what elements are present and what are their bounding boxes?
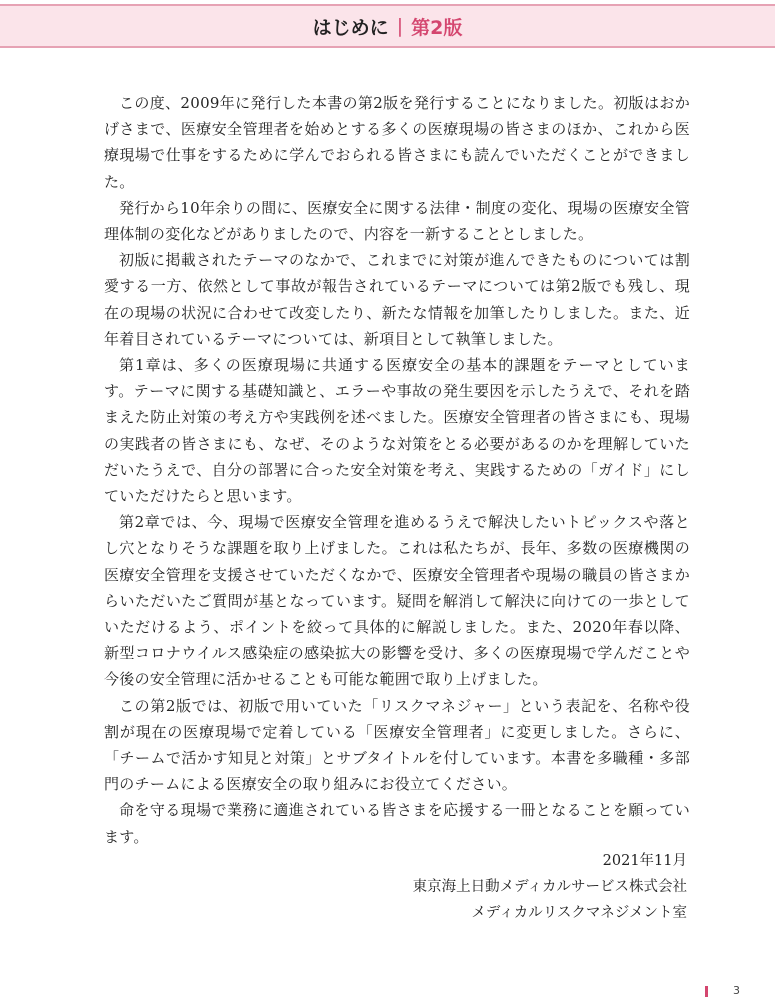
signature-company: 東京海上日動メディカルサービス株式会社 bbox=[412, 879, 687, 895]
paragraph: 第2章では、今、現場で医療安全管理を進めるうえで解決したいトピックスや落とし穴となりそうな課題を取り上げました。これは私たちが、長年、多数の医療機関の医療安全管理を支援させていただくなかで、医療安全管理者や現場の職員の皆さまからいただいたご質問が基となっています。疑問を解消して解決に向けての一歩としていただけるよう、ポイントを絞って具体的に解説しました。また、2020年春以降、新型コロナウイルス感染症の感染拡大の影響を受け、多くの医療現場で学んだことや今後の安全管理に活かせることも可能な範囲で取り上げました。 bbox=[104, 513, 690, 689]
signature-department: メディカルリスクマネジメント室 bbox=[471, 905, 687, 921]
body-text bbox=[104, 90, 690, 850]
paragraph: 命を守る現場で業務に適進されている皆さまを応援する一冊となることを願っています。 bbox=[104, 801, 690, 846]
header-title: はじめに bbox=[312, 16, 389, 39]
chapter-header bbox=[0, 4, 775, 48]
paragraph: 発行から10年余りの間に、医療安全に関する法律・制度の変化、現場の医療安全管理体制の変化などがありましたので、内容を一新することとしました。 bbox=[104, 198, 690, 244]
page-number: 3 bbox=[733, 984, 740, 997]
signature-date: 2021年11月 bbox=[602, 853, 687, 869]
paragraph: この度、2009年に発行した本書の第2版を発行することになりました。初版はおかげさまで、医療安全管理者を始めとする多くの医療現場の皆さまのほか、これから医療現場で仕事をするために学んでおられる皆さまにも読んでいただくことができました。 bbox=[104, 94, 690, 191]
paragraph: この第2版では、初版で用いていた「リスクマネジャー」という表記を、名称や役割が現在の医療現場で定着している「医療安全管理者」に変更しました。さらに、「チームで活かす知見と対策」とサブタイトルを付しています。本書を多職種・多部門のチームによる医療安全の取り組みにお役立てください。 bbox=[104, 696, 690, 794]
header-separator: | bbox=[396, 15, 404, 37]
page-marker-bar bbox=[705, 986, 708, 997]
paragraph: 初版に掲載されたテーマのなかで、これまでに対策が進んできたものについては割愛する一方、依然として事故が報告されているテーマについては第2版でも残し、現在の現場の状況に合わせて改変したり、新たな情報を加筆したりしました。また、近年着目されているテーマについては、新項目として執筆しました。 bbox=[104, 251, 690, 348]
signature-block bbox=[413, 848, 687, 926]
paragraph: 第1章は、多くの医療現場に共通する医療安全の基本的課題をテーマとしています。テーマに関する基礎知識と、エラーや事故の発生要因を示したうえで、それを踏まえた防止対策の考え方や実践例を述べました。医療安全管理者の皆さまにも、現場の実践者の皆さまにも、なぜ、そのような対策をとる必要があるのかを理解していただいたうえで、自分の部署に合った安全対策を考え、実践するための「ガイド」にしていただけたらと思います。 bbox=[104, 356, 690, 506]
header-edition: 第2版 bbox=[411, 16, 463, 39]
